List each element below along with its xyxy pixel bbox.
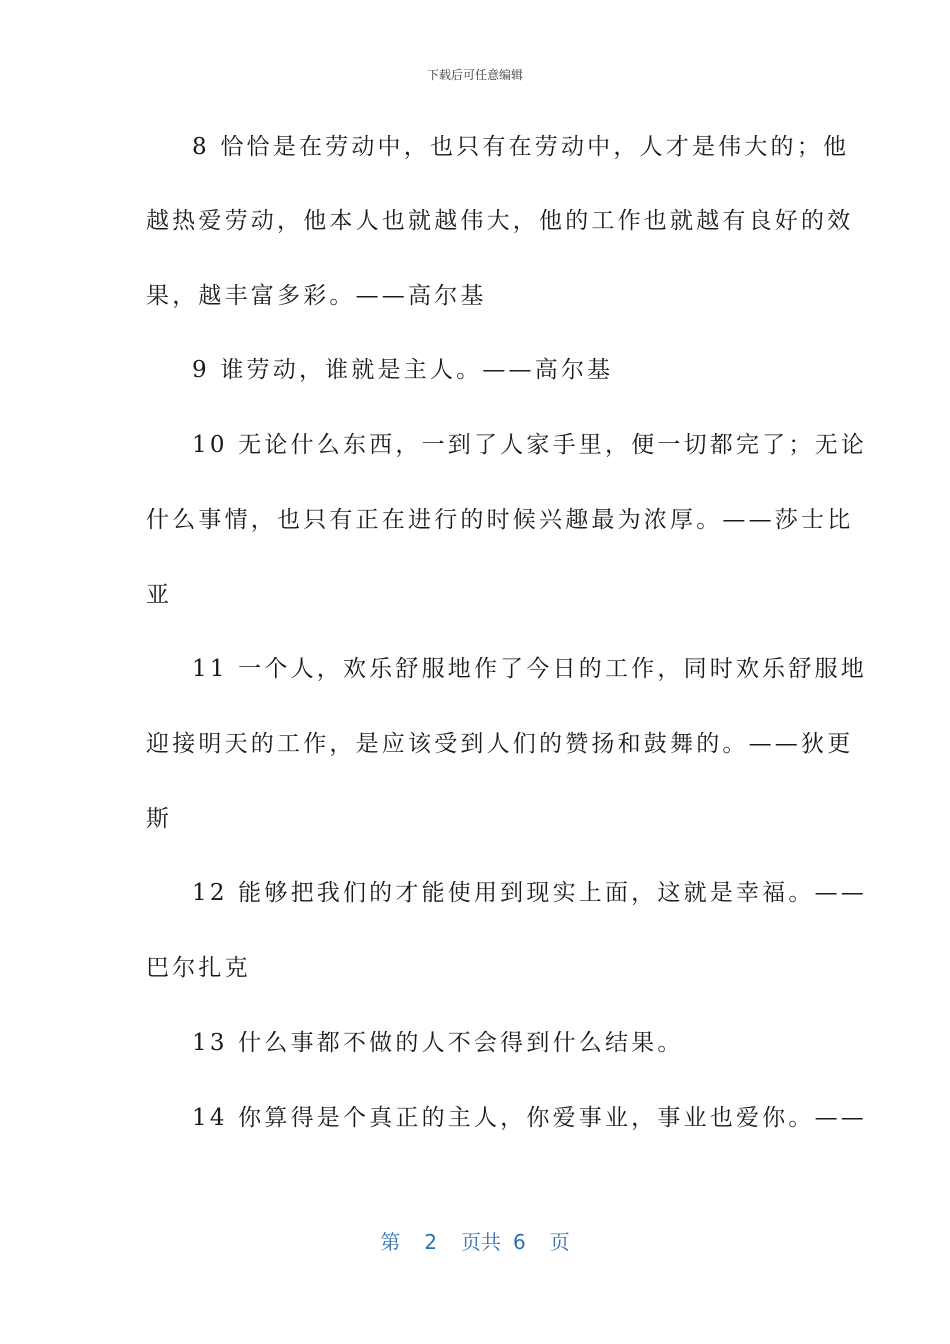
quote-line: 迎接明天的工作，是应该受到人们的赞扬和鼓舞的。——狄更 [146,731,854,757]
quote-line: 斯 [146,806,173,832]
quote-line: 8 恰恰是在劳动中，也只有在劳动中，人才是伟大的；他 [192,134,850,160]
quote-line: 13 什么事都不做的人不会得到什么结果。 [192,1030,684,1056]
quote-line: 9 谁劳动，谁就是主人。——高尔基 [192,357,614,383]
total-pages: 6 [513,1230,526,1254]
quote-line: 12 能够把我们的才能使用到现实上面，这就是幸福。—— [192,880,867,906]
quote-line: 什么事情，也只有正在进行的时候兴趣最为浓厚。——莎士比 [146,507,854,533]
page-footer [0,1226,950,1255]
page-label-suffix: 页 [549,1230,570,1254]
quote-line: 14 你算得是个真正的主人，你爱事业，事业也爱你。—— [192,1105,867,1131]
page-label-middle: 页共 [461,1230,501,1254]
quote-line: 果，越丰富多彩。——高尔基 [146,283,487,309]
quote-line: 巴尔扎克 [146,955,251,981]
page-number: 2 [424,1230,437,1254]
quote-line: 亚 [146,582,173,608]
page-label-prefix: 第 [380,1230,401,1254]
quote-line: 越热爱劳动，他本人也就越伟大，他的工作也就越有良好的效 [146,208,854,234]
quote-line: 10 无论什么东西，一到了人家手里，便一切都完了；无论 [192,432,867,458]
page-header: 下载后可任意编辑 [426,68,523,82]
quote-line: 11 一个人，欢乐舒服地作了今日的工作，同时欢乐舒服地 [192,656,867,682]
